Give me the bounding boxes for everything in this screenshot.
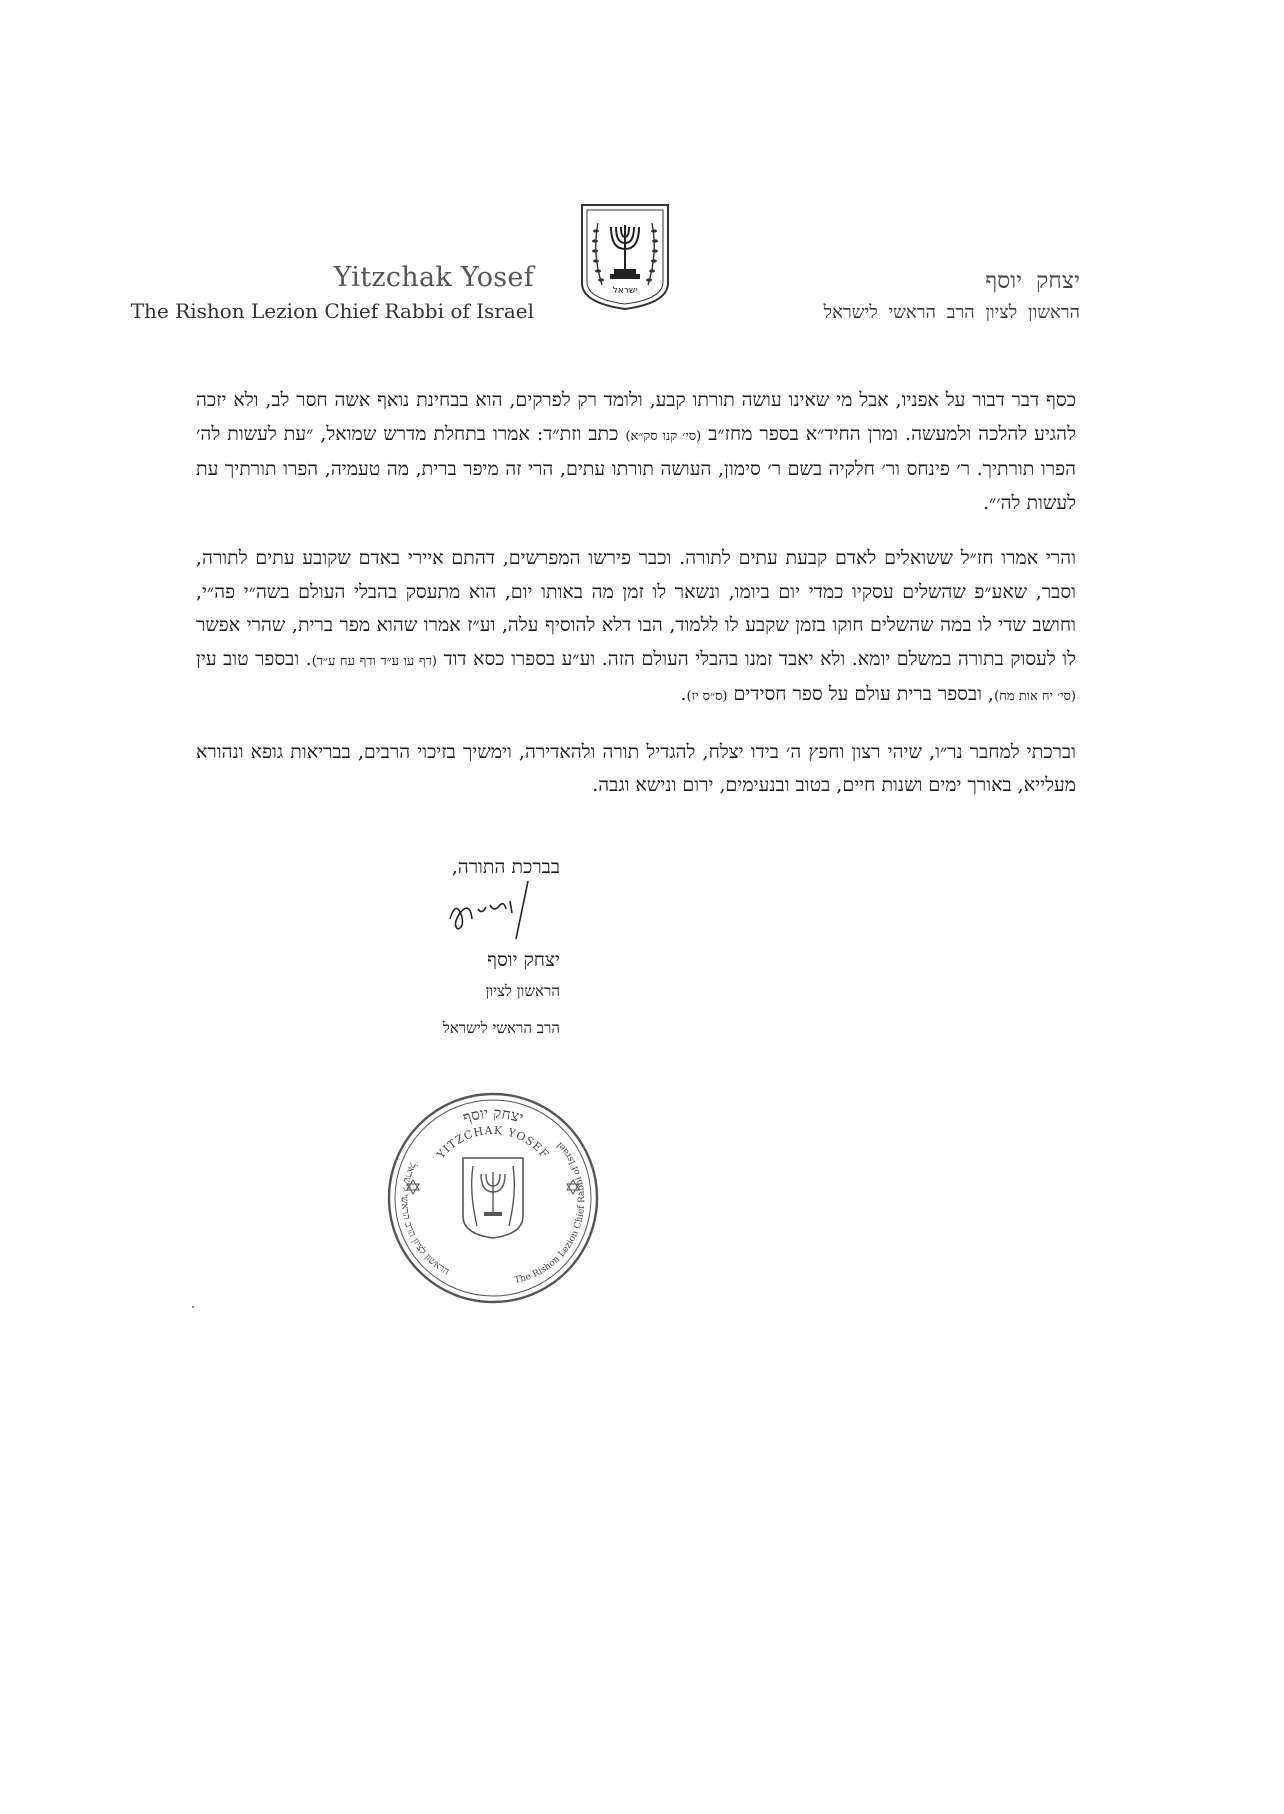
scan-speck	[192, 1306, 194, 1308]
signatory-role-2: הרב הראשי לישראל	[442, 1019, 560, 1037]
hebrew-title: הראשון לציון הרב הראשי לישראל	[823, 302, 1080, 323]
paragraph-3: וברכתי למחבר נר״ו, שיהי רצון וחפץ ה׳ בידו יצלח, להגדיל תורה ולהאדירה, וימשיך בזיכוי הרבים, בבריאות גופא ונהורא מעלייא, באורך ימים ושנות חיים, בטוב ובנעימים, ירום ונישא וגבה.	[196, 740, 1076, 796]
hebrew-letterhead	[750, 268, 1080, 323]
hebrew-name: יצחק יוסף	[985, 268, 1080, 294]
paragraph-1: כסף דבר דבור על אפניו, אבל מי שאינו עושה תורתו קבע, ולומד רק לפרקים, הוא בבחינת נואף אשה חסר לב, ולא יזכה להגיע להלכה ולמעשה. ומרן החיד״א בספר מחז״ב (סי׳ קנו סק״א) כתב וזת״ד: אמרו בתחלת מדרש שמואל, ״עת לעשות לה׳ הפרו תורתיך. ר׳ פינחס ור׳ חלקיה בשם ר׳ סימון, העושה תורתו עתים, הרי זה מיפר ברית, מה טעמיה, הפרו תורתיך עת לעשות לה׳״.	[196, 389, 1076, 514]
svg-text:ישראל: ישראל	[612, 286, 638, 296]
svg-text:יצחק יוסף: יצחק יוסף	[460, 1103, 526, 1127]
svg-text:The Rishon Lezion Chief Rabbi: The Rishon Lezion Chief Rabbi of Israel	[513, 1139, 588, 1286]
signatory-role-1: הראשון לציון	[485, 982, 560, 1000]
english-title: The Rishon Lezion Chief Rabbi of Israel	[130, 299, 534, 323]
menorah-emblem-icon	[578, 203, 672, 311]
signature-block	[330, 856, 560, 1038]
english-name: Yitzchak Yosef	[333, 262, 534, 293]
closing-line: בברכת התורה,	[451, 856, 560, 878]
svg-text:הראשון לציון הרב הראשי לישראל: הראשון לציון הרב הראשי לישראל	[398, 1160, 452, 1278]
official-seal-icon	[383, 1088, 603, 1308]
english-letterhead	[131, 262, 534, 323]
letter-body	[196, 384, 1076, 825]
svg-text:YITZCHAK YOSEF: YITZCHAK YOSEF	[434, 1123, 552, 1162]
handwritten-signature-icon	[420, 879, 540, 943]
paragraph-2: והרי אמרו חז״ל ששואלים לאדם קבעת עתים לתורה. וכבר פירשו המפרשים, דהתם איירי באדם שקובע עתים לתורה, וסבר, שאע״פ שהשלים עסקיו כמדי יום ביומו, ונשאר לו זמן מה באותו יום, הוא מתעסק בהבלי העולם בשה״י פה״י, וחושב שדי לו במה שהשלים חוקו בזמן שקבע לו ללמוד, הבו דלא להוסיף עלה, וע״ז אמרו שהוא מפר ברית, שהרי אפשר לו לעסוק בתורה במשלם יומא. ולא יאבד זמנו בהבלי העולם הזה. וע״ע בספרו כסא דוד (דף עו ע״ד ודף עח ע״ד). ובספר טוב עין (סי׳ יח אות מח), ובספר ברית עולם על ספר חסידים (ס״ס יז).	[196, 547, 1076, 705]
signatory-name: יצחק יוסף	[487, 949, 560, 971]
